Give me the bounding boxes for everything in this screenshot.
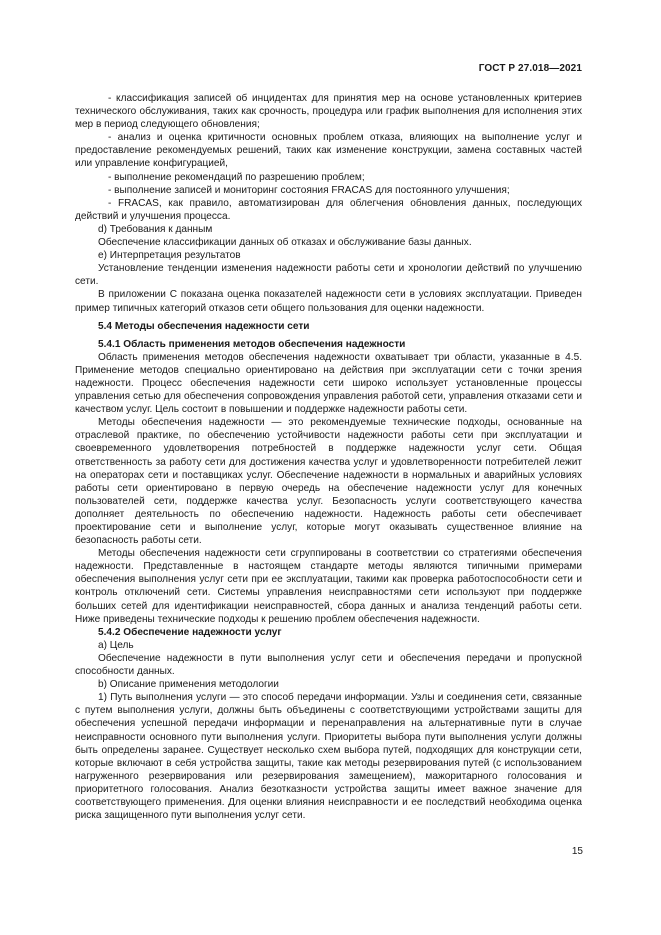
subsection-heading: 5.4.2 Обеспечение надежности услуг <box>98 626 282 638</box>
paragraph: 1) Путь выполнения услуги — это способ передачи информации. Узлы и соединения сети, связанные с путем выполнения услуги, должны быть объединены с соответствующими устройствами защиты для обеспечения успешной передачи информации и перенаправления на альтернативные пути в случае неисправности основного пути выполнения услуги. Приоритеты выбора пути выполнения услуги должны быть определены заранее. Существует несколько схем выбора путей, подходящих для конструкции сети, которые включают в себя устройства защиты, такие как методы резервирования путей (с использованием нагруженного резервирования или резервирования замещением), мажоритарного голосования и приоритетного голосования. Анализ безотказности устройства защиты имеет важное значение для соответствующего применения. Для оценки влияния неисправности и ее последствий необходима оценка риска защищенного пути выполнения услуг сети. <box>75 692 582 822</box>
paragraph: Методы обеспечения надежности сети сгруппированы в соответствии со стратегиями обеспечения надежности. Представленные в настоящем стандарте методы являются типичными примерами обеспечения выполнения услуг сети при ее эксплуатации, такими как проверка работоспособности сети и контроль отключений сети. Системы управления неисправностями сети используют при поддержке больших сетей для идентификации неисправностей, сбора данных и анализа тенденций работы сети. Ниже приведены технические подходы к решению проблем обеспечения надежности. <box>75 548 582 625</box>
document-number: ГОСТ Р 27.018—2021 <box>478 63 582 74</box>
list-label: e) Интерпретация результатов <box>98 250 241 262</box>
page-body <box>75 92 582 822</box>
paragraph: Обеспечение надежности в пути выполнения услуг сети и обеспечения передачи и пропускной способности данных. <box>75 652 582 678</box>
list-label: a) Цель <box>98 639 134 651</box>
paragraph: - выполнение рекомендаций по разрешению проблем; <box>108 171 365 183</box>
paragraph: Область применения методов обеспечения надежности охватывает три области, указанные в 4.5. Применение методов специально ориентировано на действия при эксплуатации сети с точки зрения надежности. Процесс обеспечения надежности сети широко использует установленные процессы управления сетью для обеспечения сопровождения управления работой сети, управления отказами сети и качеством услуг. Цель состоит в повышении и поддержке надежности работы сети. <box>75 351 582 416</box>
paragraph: - анализ и оценка критичности основных проблем отказа, влияющих на выполнение услуг и предоставление рекомендуемых решений, таких как изменение конструкции, замена составных частей или управление конфигурацией, <box>75 132 582 170</box>
paragraph: В приложении С показана оценка показателей надежности сети в условиях эксплуатации. Приведен пример типичных категорий отказов сети общего пользования для оценки надежности. <box>75 289 582 314</box>
subsection-heading: 5.4.1 Область применения методов обеспечения надежности <box>98 338 406 350</box>
paragraph: Установление тенденции изменения надежности работы сети и хронологии действий по улучшению сети. <box>75 263 582 288</box>
list-label: b) Описание применения методологии <box>98 679 279 691</box>
page-number: 15 <box>571 846 583 857</box>
paragraph: - классификация записей об инцидентах для принятия мер на основе установленных критериев технического обслуживания, таких как срочность, процедура или график выполнения для исполнения этих мер в период следующего обновления; <box>75 93 582 131</box>
paragraph: - FRACAS, как правило, автоматизирован для облегчения обновления данных, последующих действий и улучшения процесса. <box>75 197 582 222</box>
paragraph: - выполнение записей и мониторинг состояния FRACAS для постоянного улучшения; <box>108 184 510 196</box>
paragraph: Методы обеспечения надежности — это рекомендуемые технические подходы, основанные на отраслевой практике, по обеспечению устойчивости надежности работы сети при эксплуатации и своевременного удовлетворения потребностей в поддержке надежности услуг сети. Общая ответственность за работу сети для достижения качества услуг и удовлетворенности потребителей лежит на операторах сети и поставщиках услуг. Обеспечение надежности в нормальных и аварийных условиях работы сети ориентировано в первую очередь на обеспечение надежности услуг для конечных пользователей сети, поддержке качества услуг. Безопасность услуги соответствующего качества дополняет деятельность по обеспечению надежности. Надежность работы сети обеспечивает проектирование сети и выполнение услуг, которые могут оказывать существенное влияние на безопасность работы сети. <box>75 417 582 547</box>
paragraph: Обеспечение классификации данных об отказах и обслуживание базы данных. <box>98 237 472 249</box>
list-label: d) Требования к данным <box>98 223 213 235</box>
section-heading: 5.4 Методы обеспечения надежности сети <box>98 320 310 332</box>
